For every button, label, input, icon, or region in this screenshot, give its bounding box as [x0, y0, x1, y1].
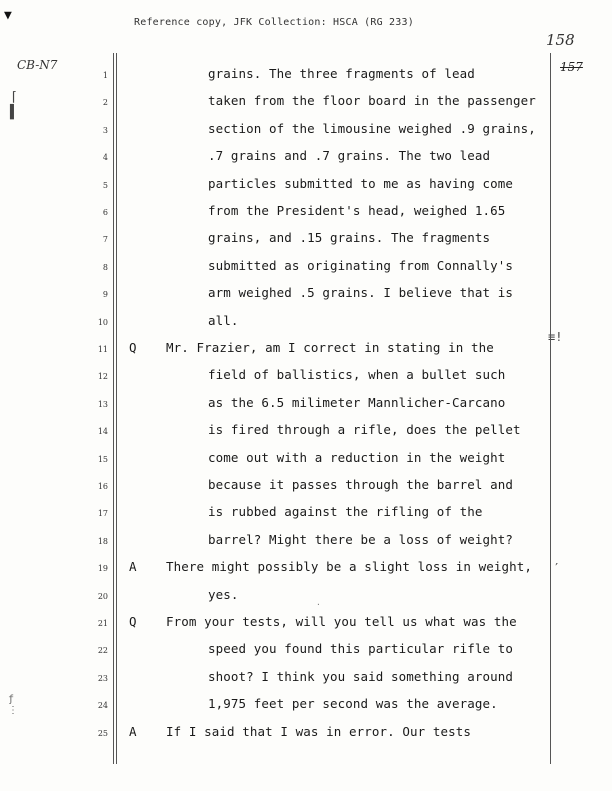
line-number: 20 — [97, 591, 108, 601]
margin-scribble-bottom: ƒ ⋮ — [8, 694, 18, 716]
line-number: 8 — [102, 262, 108, 272]
transcript-line: shoot? I think you said something around — [208, 668, 514, 684]
transcript-line: There might possibly be a slight loss in weight, — [166, 559, 533, 575]
transcript-line: From your tests, will you tell us what was the — [166, 614, 517, 629]
transcript-line: as the 6.5 milimeter Mannlicher-Carcano — [208, 394, 506, 410]
line-number: 13 — [97, 399, 108, 409]
corner-mark: ▼ — [4, 8, 12, 23]
line-number: 5 — [102, 180, 108, 190]
transcript-line: grains, and .15 grains. The fragments — [208, 230, 491, 246]
line-number: 18 — [97, 536, 108, 546]
transcript-line: speed you found this particular rifle to — [208, 641, 514, 657]
transcript-line: come out with a reduction in the weight — [208, 449, 506, 465]
line-number: 6 — [102, 208, 108, 217]
line-number: 12 — [97, 372, 108, 382]
page-number: 158 — [546, 31, 575, 49]
margin-scribble: ⌈ ▌ — [10, 90, 18, 120]
qa-marker: A — [129, 559, 137, 575]
line-number: 11 — [97, 345, 108, 354]
qa-marker: A — [129, 723, 137, 739]
line-number: 7 — [102, 235, 108, 245]
line-number: 16 — [97, 482, 108, 491]
line-number: 25 — [97, 728, 108, 738]
right-margin-rule — [550, 53, 552, 764]
line-number: 2 — [102, 98, 108, 108]
line-number: 24 — [97, 701, 108, 711]
line-number: 3 — [102, 125, 108, 135]
transcript-line: If I said that I was in error. Our tests — [166, 723, 472, 739]
transcript-line: field of ballistics, when a bullet such — [208, 367, 506, 383]
transcript-line: is rubbed against the rifling of the — [208, 504, 483, 520]
reference-header: Reference copy, JFK Collection: HSCA (RG 233) — [134, 17, 414, 28]
left-margin-rule-inner — [116, 53, 118, 764]
line-number: 22 — [97, 646, 108, 656]
line-number: 4 — [102, 153, 108, 163]
margin-code: CB-N7 — [17, 58, 58, 72]
line-number: 14 — [97, 427, 108, 437]
transcript-line: section of the limousine weighed .9 grains, — [208, 120, 536, 136]
line-number: 17 — [97, 509, 108, 519]
line-number: 23 — [97, 673, 108, 683]
transcript-line: .7 grains and .7 grains. The two lead — [208, 148, 491, 164]
transcript-line: barrel? Might there be a loss of weight? — [208, 531, 514, 547]
qa-marker: Q — [129, 340, 137, 355]
line-number: 15 — [97, 454, 108, 464]
transcript-line: grains. The three fragments of lead — [208, 66, 475, 81]
qa-marker: Q — [129, 614, 137, 629]
line-number: 21 — [97, 619, 108, 628]
line-number: 19 — [97, 564, 108, 574]
transcript-line: all. — [208, 312, 239, 328]
left-margin-rule — [113, 53, 115, 764]
transcript-line: taken from the floor board in the passenger — [208, 93, 536, 109]
old-page-number: 157 — [560, 60, 583, 74]
line-number: 9 — [102, 290, 108, 300]
transcript-line: is fired through a rifle, does the pellet — [208, 422, 521, 438]
transcript-line: yes. — [208, 586, 239, 602]
transcript-line: submitted as originating from Connally's — [208, 257, 514, 273]
transcript-line: arm weighed .5 grains. I believe that is — [208, 285, 514, 301]
transcript-line: from the President's head, weighed 1.65 — [208, 203, 506, 218]
line-number: 1 — [102, 71, 108, 80]
transcript-line: Mr. Frazier, am I correct in stating in the — [166, 340, 494, 355]
transcript-line: 1,975 feet per second was the average. — [208, 696, 498, 712]
transcript-line: particles submitted to me as having come — [208, 175, 514, 191]
margin-tick-mark: ′ — [553, 561, 561, 575]
transcript-line: because it passes through the barrel and — [208, 477, 514, 492]
line-number: 10 — [97, 317, 108, 327]
margin-scribble-right: ≡! — [548, 330, 563, 344]
stray-dot: · — [316, 600, 321, 609]
